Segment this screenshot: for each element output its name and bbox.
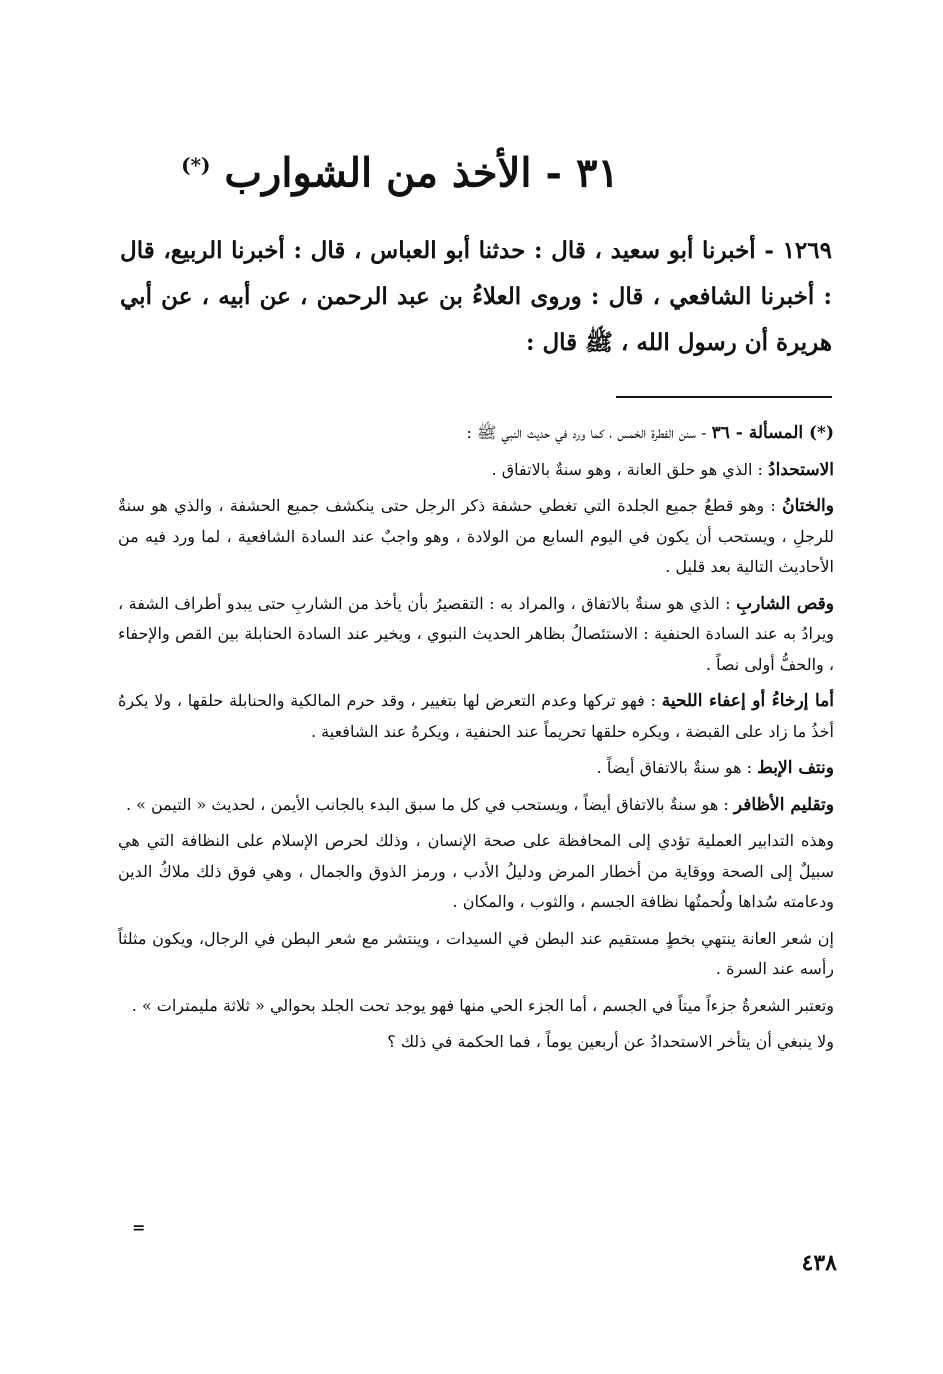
- term-qass-shareb: وقص الشاربِ: [736, 593, 834, 614]
- footnote-paragraph: [118, 418, 834, 449]
- footnote-paragraph: [118, 686, 834, 747]
- footnote-paragraph: [118, 753, 834, 784]
- footnote-text: : الذي هو حلق العانة ، وهو سنةٌ بالاتفاق .: [491, 459, 769, 479]
- footnote-paragraph: [118, 589, 834, 681]
- footnote-text: : هو سنةٌ بالاتفاق أيضاً ، ويستحب في كل ما سبق البدء بالجانب الأيمن ، لحديث « التيمن » .: [125, 794, 734, 814]
- footnote-paragraph: وتعتبر الشعرةُ جزءاً ميتاً في الجسم ، أما الجزء الحي منها فهو يوجد تحت الجلد بحوالي « ثلاثة مليمترات » .: [131, 995, 834, 1015]
- footnote-text: - سنن الفطرة الخمس ، كما ورد في حديث النبي ﷺ :: [466, 423, 712, 442]
- hadith-text: ١٢٦٩ - أخبرنا أبو سعيد ، قال : حدثنا أبو العباس ، قال : أخبرنا الربيع، قال : أخبرنا الشافعي ، قال : وروى العلاءُ بن عبد الرحمن ، عن أبيه ، عن أبي هريرة أن رسول الله ، ﷺ قال :: [120, 237, 832, 356]
- chapter-title-text: ٣١ - الأخذ من الشوارب: [224, 149, 619, 197]
- hadith-paragraph: [120, 228, 832, 366]
- footnote-text: : فهو تركها وعدم التعرض لها بتغيير ، وقد حرم المالكية والحنابلة حلقها ، ولا يكرهُ أخذُ ما زاد على القبضة ، ويكره حلقها تحريماً عند الحنفية ، ويكرهُ عند الشافعية .: [118, 691, 834, 741]
- term-istihdad: الاستحدادُ: [768, 459, 834, 480]
- footnote-paragraph: [118, 455, 834, 486]
- page-number: ٤٣٨: [801, 1250, 837, 1276]
- footnote-text: : هو سنةٌ بالاتفاق أيضاً .: [596, 758, 758, 777]
- term-taqlim-azafir: وتقليم الأظافر: [733, 794, 834, 815]
- footnote-section: [118, 418, 834, 1064]
- footnote-paragraph: [118, 790, 834, 821]
- chapter-title: [120, 137, 680, 201]
- footnote-text: : وهو قطعُ جميع الجلدة التي تغطي حشفة ذكر الرجل حتى ينكشف جميع الحشفة ، والذي هو سنةٌ للرجلِ ، ويستحب أن يكون في اليوم السابع من الولادة ، وهو واجبٌ عند السادة الشافعية ، لما ورد فيه من الأحاديث التالية بعد قليل .: [118, 496, 834, 576]
- footnote-paragraph: وهذه التدابير العملية تؤدي إلى المحافظة على صحة الإنسان ، وذلك لحرص الإسلام على النظافة التي هي سبيلٌ إلى الصحة ووقاية من أخطار المرض ودليلُ الأدب ، ورمز الذوق والجمال ، وهي فوق ذلك ملاكُ الدين ودعامته سُداها ولُحمتُها نظافة الجسم ، والثوب ، والمكان .: [118, 831, 834, 911]
- term-khitan: والختانُ: [782, 496, 834, 516]
- footnote-paragraph: [118, 491, 834, 583]
- footnote-paragraph: ولا ينبغي أن يتأخر الاستحدادُ عن أربعين يوماً ، فما الحكمة في ذلك ؟: [387, 1032, 834, 1051]
- term-natf-ibt: ونتف الإبط: [757, 758, 834, 778]
- footnote-separator: [616, 396, 832, 398]
- footnote-paragraph: إن شعر العانة ينتهي بخطٍ مستقيم عند البطن في السيدات ، وينتشر مع شعر البطن في الرجال، ويكون مثلثاً رأسه عند السرة .: [118, 928, 835, 978]
- footnote-text: : الذي هو سنةٌ بالاتفاق ، والمراد به : التقصيرُ بأن يأخذ من الشاربِ حتى يبدو أطراف الشفة ، ويرادُ به عند السادة الحنفية : الاستئصالُ بظاهر الحديث النبوي ، ويخير عند السادة الحنابلة بين القص والإحفاء ، والحفُّ أولى نصاً .: [118, 593, 834, 674]
- footnote-marker: (*): [181, 152, 211, 177]
- footnote-heading: (*) المسألة - ٣٦: [711, 423, 834, 443]
- term-ikhfa-lihya: أما إرخاءُ أو إعفاء اللحية: [661, 691, 834, 711]
- continuation-mark: =: [132, 1218, 146, 1237]
